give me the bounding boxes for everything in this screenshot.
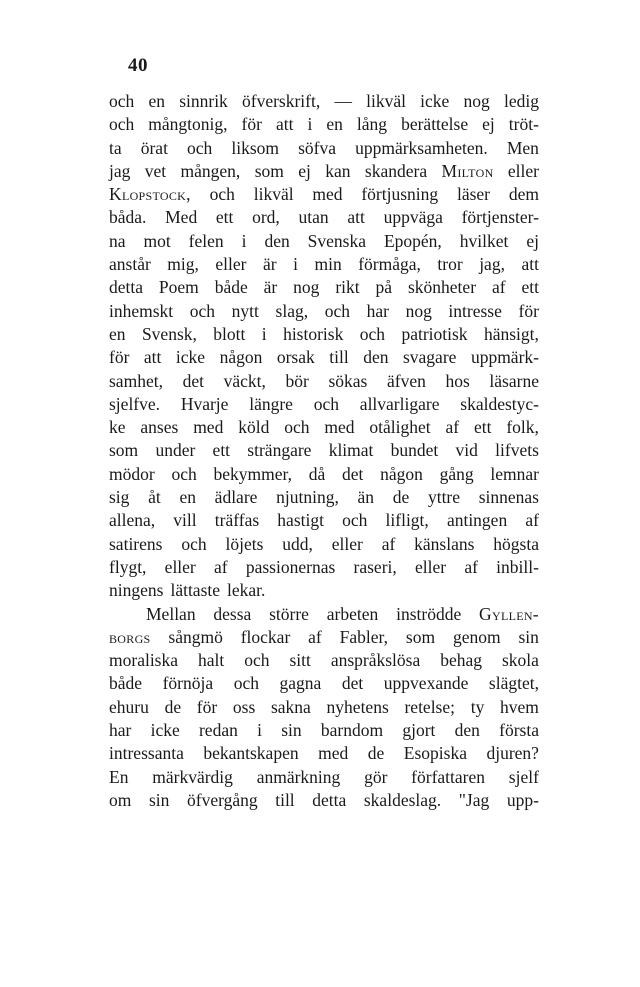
text-line: sjelfve. Hvarje längre och allvarligare skaldestyc- [109,393,539,414]
text-line: anstår mig, eller är i min förmåga, tror jag, att [109,254,539,275]
text-line: flygt, eller af passionernas raseri, eller af inbill- [109,556,539,577]
text-line: båda. Med ett ord, utan att uppväga förtjenster- [109,207,539,228]
text-line: ningens lättaste lekar. [109,580,266,601]
text-line: intressanta bekantskapen med de Esopiska djuren? [109,743,539,764]
text-line: Mellan dessa större arbeten inströdde Gyllen- [146,603,539,624]
text-line: har icke redan i sin barndom gjort den första [109,720,539,741]
text-line: både förnöja och gagna det uppvexande slägtet, [109,673,539,694]
text-line: och mångtonig, för att i en lång berättelse ej tröt- [109,114,539,135]
body-text [109,90,539,812]
text-line: mödor och bekymmer, då det någon gång lemnar [109,463,539,484]
text-line: Klopstock, och likväl med förtjusning läser dem [109,184,539,205]
page-number: 40 [128,55,148,76]
text-line: satirens och löjets udd, eller af känslans högsta [109,533,539,554]
text-line: moraliska halt och sitt anspråkslösa behag skola [109,650,539,671]
text-line: En märkvärdig anmärkning gör författaren sjelf [109,766,539,787]
text-line: allena, vill träffas hastigt och lifligt, antingen af [109,510,539,531]
text-line: jag vet mången, som ej kan skandera Milton eller [109,160,539,181]
text-line: ehuru de för oss sakna nyhetens retelse; ty hvem [109,696,539,717]
text-line: detta Poem både är nog rikt på skönheter af ett [109,277,539,298]
text-line: ke anses med köld och med otålighet af ett folk, [109,417,539,438]
text-line: som under ett strängare klimat bundet vid lifvets [109,440,539,461]
text-line: ta örat och liksom söfva uppmärksamheten. Men [109,137,539,158]
text-line: om sin öfvergång till detta skaldeslag. "Jag upp- [109,789,539,810]
text-line: för att icke någon orsak till den svagare uppmärk- [109,347,539,368]
text-line: sig åt en ädlare njutning, än de yttre sinnenas [109,487,539,508]
text-line: samhet, det väckt, bör sökas äfven hos läsarne [109,370,539,391]
text-line: borgs sångmö flockar af Fabler, som genom sin [109,626,539,647]
text-line: och en sinnrik öfverskrift, — likväl icke nog ledig [109,91,539,111]
text-line: inhemskt och nytt slag, och har nog intresse för [109,300,539,321]
text-line: en Svensk, blott i historisk och patriotisk hänsigt, [109,323,539,344]
text-line: na mot felen i den Svenska Epopén, hvilket ej [109,230,539,251]
